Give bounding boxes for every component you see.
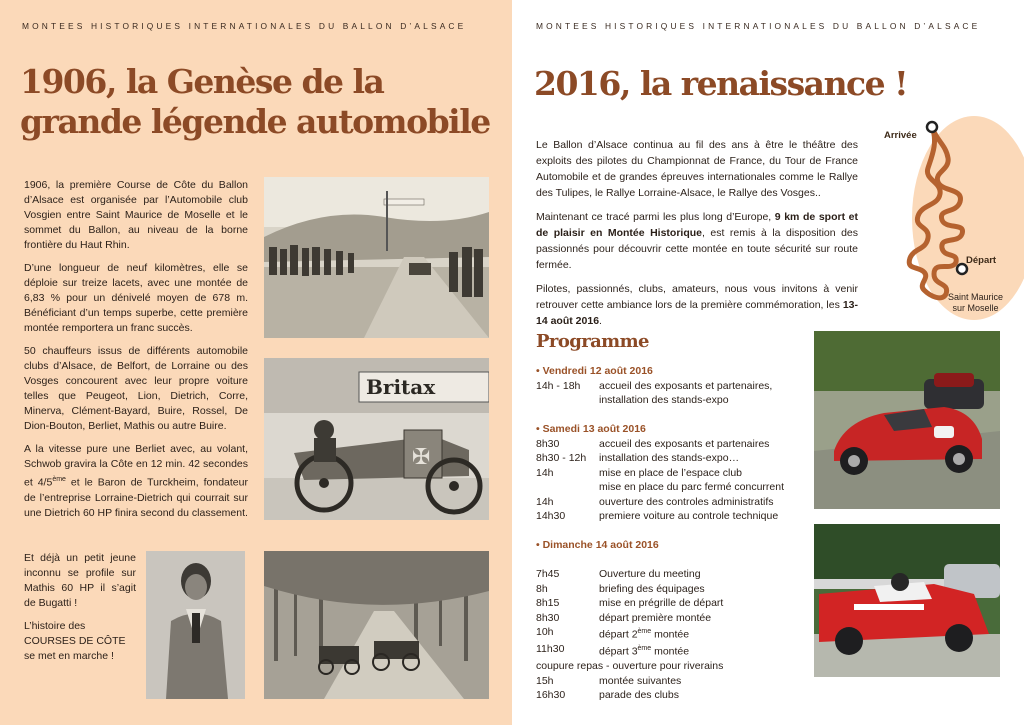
schedule-row [536,553,816,568]
schedule-row [536,642,816,659]
schedule-desc-suffix: montée [651,628,690,641]
schedule-row [536,495,816,510]
left-title-line1: 1906, la Genèse de la [20,62,384,101]
schedule-time: 14h30 [536,510,566,522]
schedule-desc-text: départ première montée [599,611,712,624]
schedule-desc [599,642,816,659]
schedule-desc [599,553,816,568]
schedule-note: coupure repas - ouverture pour riverains [536,660,724,672]
schedule-desc [599,451,816,466]
schedule-desc-text: briefing des équipages [599,582,705,595]
schedule-desc-text: départ 2 [599,628,638,641]
schedule-gap [536,408,816,423]
schedule-day-label: • Dimanche 14 août 2016 [536,539,659,551]
superscript-eme: ème [52,476,66,483]
running-header-right: MONTEES HISTORIQUES INTERNATIONALES DU BALLON D’ALSACE [536,21,981,31]
schedule-row [536,379,816,394]
left-page-title [20,62,490,142]
aside-line3: se met en marche ! [24,650,114,662]
photo-forest-road-cars [264,551,489,699]
intro-p3-a: Pilotes, passionnés, clubs, amateurs, nous vous invitons à venir retrouver cette ambiance lors de la première commémoration, les [536,283,858,311]
schedule-row [536,480,816,495]
schedule-day-label: • Vendredi 12 août 2016 [536,365,653,377]
schedule-row [536,582,816,597]
schedule-desc-text: mise en place de l’espace club [599,466,743,479]
schedule-time: 10h [536,626,554,638]
photo-red-prototype [814,524,1000,677]
schedule-desc-text: ouverture des controles administratifs [599,495,774,508]
map-label-depart: Départ [966,255,997,266]
schedule-row [536,688,816,703]
schedule-desc [599,495,816,510]
schedule-desc [599,466,816,481]
aside-bugatti [24,551,136,664]
schedule-row [536,567,816,582]
photo-vintage-racer [264,358,489,520]
left-title-line2: grande légende automobile [20,102,490,141]
schedule-desc [599,674,816,689]
intro-paragraph-3 [536,281,858,329]
schedule-time: 8h30 - 12h [536,452,587,464]
paragraph-longueur: D’une longueur de neuf kilomètres, elle se déploie sur treize lacets, avec une montée de 6,83 % pour un dénivelé moyen de 678 m. Bénéficiant d’un temps superbe, cette première montée remportera un franc succès. [24,262,248,334]
schedule-row [536,625,816,642]
schedule-desc-text: départ 3 [599,645,638,658]
running-header-left: MONTEES HISTORIQUES INTERNATIONALES DU BALLON D’ALSACE [22,21,467,31]
schedule-time: 8h30 [536,437,560,450]
schedule-row [536,437,816,452]
right-page [512,0,1024,725]
schedule-time: 8h30 [536,611,560,624]
town-line1: Saint Maurice [948,292,1004,302]
schedule-row [536,611,816,626]
left-body-text [24,178,248,521]
schedule-desc [599,582,816,597]
right-page-title: 2016, la renaissance ! [534,64,908,103]
schedule-desc-text: accueil des exposants et partenaires, [599,379,773,392]
intro-p2-a: Maintenant ce tracé parmi les plus long d’Europe, [536,211,775,223]
schedule-gap [536,524,816,539]
programme-title: Programme [536,331,649,352]
paragraph-vitesse [24,442,248,521]
schedule-superscript: ème [637,645,652,652]
paragraph-chauffeurs: 50 chauffeurs issus de différents automobile clubs d’Alsace, de Belfort, de Lorraine ou des Vosges concourent avec leur propre voiture telles que Peugeot, Lion, Dietrich, Corre, Minerva, Clément-Bayard, Buire, Rossel, De Dion-Bouton, Berliet, Mathis ou autre Buire. [24,345,248,432]
schedule-desc [599,625,816,642]
schedule-desc-text: parade des clubs [599,689,679,701]
schedule-row [536,596,816,611]
schedule-desc-text: Ouverture du meeting [599,568,701,580]
schedule-desc-suffix: montée [651,645,690,658]
schedule-desc-text: montée suivantes [599,674,682,687]
paragraph-vitesse-a: A la vitesse pure une Berliet avec, au volant, Schwob gravira la Côte en 12 min. 42 secondes et 4/5 [24,443,248,489]
banner-britax: Britax [366,375,436,399]
intro-p3-bold: 13-14 août 2016 [536,299,858,327]
schedule-time: 8h [536,582,548,595]
map-blob [912,116,1024,320]
intro-p2-bold: 9 km de sport et de plaisir en Montée Historique [536,211,858,239]
route-map [866,110,1024,320]
schedule-desc [599,611,816,626]
schedule-desc [599,393,816,408]
intro-p2-c: , est remis à la disposition des passionnés pour découvrir cette montée en toute sécurité sur route fermée. [536,227,859,271]
schedule-row [536,659,816,674]
schedule-row [536,509,816,524]
town-line2: sur Moselle [952,303,999,313]
schedule-desc-text: installation des stands-expo [599,394,729,406]
schedule-desc [599,480,816,495]
schedule-desc [599,379,816,394]
schedule-time: 11h30 [536,643,565,655]
intro-paragraph-2 [536,209,858,273]
schedule-desc-text: installation des stands-expo… [599,452,740,464]
map-label-town [948,292,1003,314]
photo-red-sports-car [814,331,1000,509]
schedule-time: 14h [536,466,554,479]
schedule-desc [599,688,816,703]
schedule-row [536,674,816,689]
schedule-day-label: • Samedi 13 août 2016 [536,423,646,435]
aside-line1: L’histoire des [24,620,86,632]
schedule-desc [599,567,816,582]
schedule-time: 7h45 [536,568,560,580]
right-intro-text [536,137,858,337]
schedule-time [536,480,599,495]
schedule-row [536,393,816,408]
schedule-time: 8h15 [536,597,560,609]
schedule-time: 15h [536,674,554,687]
schedule-desc [599,596,816,611]
schedule-time [536,393,599,408]
map-label-arrivee: Arrivée [884,130,917,141]
schedule-superscript: ème [637,628,652,635]
schedule-desc [599,437,816,452]
arrivee-marker [927,122,937,132]
photo-bugatti-portrait [146,551,245,699]
aside-histoire [24,619,136,664]
photo-course-1906-crowd [264,177,489,338]
intro-paragraph-1: Le Ballon d’Alsace continua au fil des ans à être le théâtre des exploits des pilotes du Championnat de France, du Tour de France Automobile et de grandes épreuves internationales comme le Rallye des Tulipes, le Rallye Lorraine-Alsace, le Rallye des Vosges.. [536,139,858,199]
schedule-desc-text: mise en place du parc fermé concurrent [599,481,785,493]
paragraph-vitesse-b: et le Baron de Turckheim, fondateur de l’entreprise Lorraine-Dietrich qui courrait sur une Dietrich 60 HP finira second du classement. [24,476,248,519]
schedule-time: 16h30 [536,689,566,701]
schedule-time: 14h - 18h [536,379,581,392]
schedule-time [536,553,599,568]
schedule-row [536,451,816,466]
paragraph-1906: 1906, la première Course de Côte du Ballon d’Alsace est organisée par l’Automobile club Vosgien entre Saint Maurice de Moselle et le sommet du Ballon, au niveau de la borne frontière du Haut Rhin. [24,179,248,251]
schedule-desc-text: accueil des exposants et partenaires [599,437,770,450]
schedule-time: 14h [536,495,554,508]
schedule-desc-text: mise en prégrille de départ [599,597,724,609]
route-map-svg [866,110,1024,320]
intro-p3-c: . [599,315,602,327]
schedule-desc [599,509,816,524]
schedule-desc-text: premiere voiture au controle technique [599,510,779,522]
svg-text:✠: ✠ [412,445,431,470]
schedule-row [536,466,816,481]
programme-schedule [536,364,816,703]
aside-bugatti-text: Et déjà un petit jeune inconnu se profile sur Mathis 60 HP il s’agit de Bugatti ! [24,552,136,609]
aside-line2: COURSES DE CÔTE [24,635,126,647]
